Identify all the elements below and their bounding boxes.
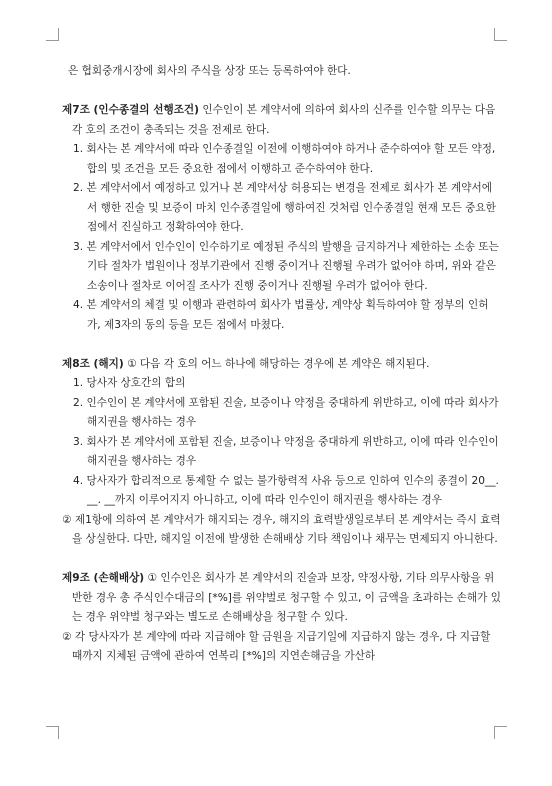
article-8-title: 제8조 (해지) [62,357,124,370]
article-7-item-1: 1. 회사는 본 계약서에 따라 인수종결일 이전에 이행하여야 하거나 준수하여야 할 모든 약정, 합의 및 조건을 모든 중요한 점에서 이행하고 준수하여야 한다. [73,143,496,175]
lead-line: 은 협회중개시장에 회사의 주식을 상장 또는 등록하여야 한다. [68,65,351,77]
article-7-item-4: 4. 본 계약서의 체결 및 이행과 관련하여 회사가 법률상, 계약상 획득하여야 할 정부의 인허가, 제3자의 동의 등을 모든 점에서 마쳤다. [73,299,489,331]
article-8-item-1: 1. 당사자 상호간의 합의 [73,377,186,389]
article-7-item-2: 2. 본 계약서에서 예정하고 있거나 본 계약서상 허용되는 변경을 전제로 회사가 본 계약서에서 행한 진술 및 보증이 마치 인수종결일에 행하여진 것처럼 인수종결일 현재 모든 중요한 점에서 진실하고 정확하여야 한다. [73,182,496,233]
article-8-item-4: 4. 당사자가 합리적으로 통제할 수 없는 불가항력적 사유 등으로 인하여 인수의 종결이 20__. __. __까지 이루어지지 아니하고, 이에 따라 인수인이 해지권을 행사하는 경우 [73,474,499,506]
crop-mark-bottom-left [46,726,59,739]
article-8-intro: ① 다음 각 호의 어느 하나에 해당하는 경우에 본 계약은 해지된다. [127,357,430,370]
crop-mark-bottom-right [494,726,507,739]
article-7-title: 제7조 (인수종결의 선행조건) [62,104,199,116]
article-7-item-3: 3. 본 계약서에서 인수인이 인수하기로 예정된 주식의 발행을 금지하거나 제한하는 소송 또는 기타 절차가 법원이나 정부기관에서 진행 중이거나 진행될 우려가 없어야 하며, 위와 같은 소송이나 절차로 이어질 조사가 진행 중이거나 진행될 우려가 없어야 한다. [73,240,499,292]
article-8-item-2: 2. 인수인이 본 계약서에 포함된 진술, 보증이나 약정을 중대하게 위반하고, 이에 따라 회사가 해지권을 행사하는 경우 [73,396,499,428]
article-7-heading [62,101,502,140]
article-9-intro: ① 인수인은 회사가 본 계약서의 진술과 보장, 약정사항, 기타 의무사항을 위반한 경우 총 주식인수대금의 [*%]를 위약벌로 청구할 수 있고, 이 금액을 초과하는 손해가 있는 경우 위약벌 청구와는 별도로 손해배상을 청구할 수 있다. [72,572,501,623]
crop-mark-top-right [494,28,507,41]
crop-mark-top-left [46,28,59,41]
article-8-heading [62,355,502,375]
article-9-paragraph-2: ② 각 당사자가 본 계약에 따라 지급해야 할 금원을 지급기일에 지급하지 않는 경우, 다 지급할 때까지 지체된 금액에 관하여 연복리 [*%]의 지연손해금을 가산하 [62,630,491,662]
article-9-title: 제9조 (손해배상) [62,572,145,584]
article-9-heading [62,569,502,628]
article-8-paragraph-2: ② 제1항에 의하여 본 계약서가 해지되는 경우, 해지의 효력발생일로부터 본 계약서는 즉시 효력을 상실한다. 다만, 해지일 이전에 발생한 손해배상 기타 책임이나 채무는 면제되지 아니한다. [62,513,501,545]
article-8-item-3: 3. 회사가 본 계약서에 포함된 진술, 보증이나 약정을 중대하게 위반하고, 이에 따라 인수인이 해지권을 행사하는 경우 [73,435,499,467]
document-body [62,62,502,667]
article-7-intro: 인수인이 본 계약서에 의하여 회사의 신주를 인수할 의무는 다음 각 호의 조건이 충족되는 것을 전제로 한다. [72,104,496,136]
